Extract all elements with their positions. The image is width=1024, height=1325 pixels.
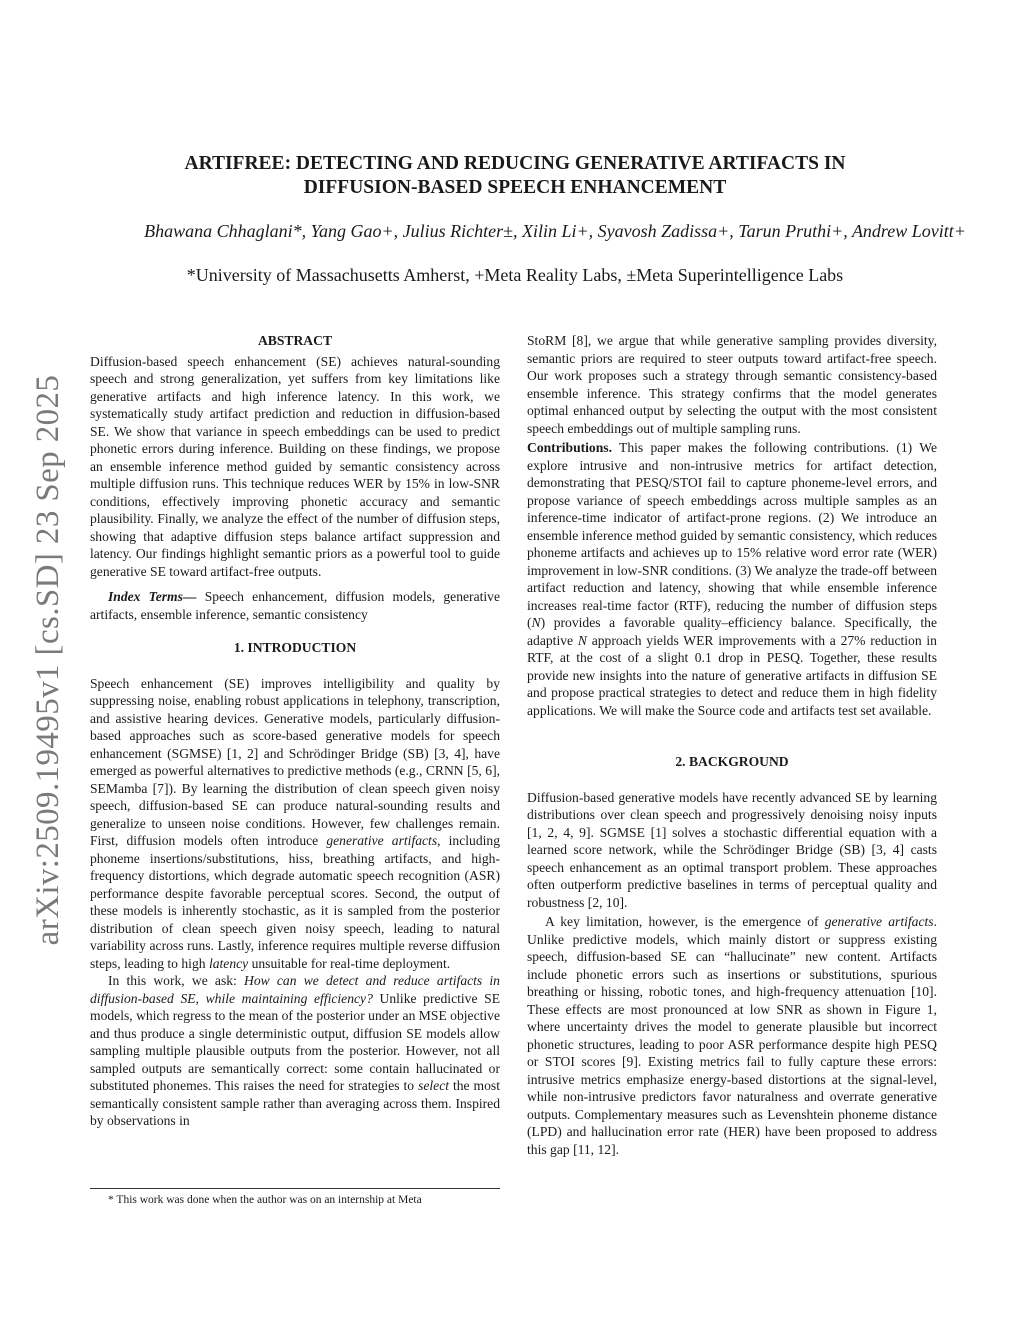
contributions-symbol-n: N [531, 615, 541, 630]
intro-p2-research-question: How can we detect and reduce artifacts in diffusion-based SE, while maintaining efficiency? [90, 973, 500, 1006]
background-p2-text-b: . Unlike predictive models, which mainly distort or suppress existing speech, diffusion-based SE can “hallucinate” new content. Artifacts include phonetic errors such as insertions or substitutions, spurious breathing or hissing, robotic tones, and high-frequency attenuation [10]. These effects are most pronounced at low SNR as shown in Figure 1, where uncertainty drives the model to generate plausible but incorrect phonetic structures, leading to poor ASR performance despite high PESQ or STOI scores [9]. Existing metrics fail to fully capture these errors: intrusive metrics emphasize energy-based distortions at the signal-level, while non-intrusive predictors favor naturalness and overrate generative outputs. Complementary measures such as Levenshtein phoneme distance (LPD) and hallucination error rate (HER) have been proposed to address this gap [11, 12]. [527, 914, 937, 1157]
index-terms-label: Index Terms— [108, 589, 197, 604]
footnote-text: * This work was done when the author was on an internship at Meta [108, 1194, 422, 1206]
intro-p1-text-c: unsuitable for real-time deployment. [248, 955, 451, 971]
contributions-paragraph [527, 439, 937, 719]
intro-p1-text-a: Speech enhancement (SE) improves intelligibility and quality by suppressing noise, enabling robust applications in telephony, transcription, and assistive hearing devices. Generative models, particularly diffusion-based approaches such as score-based generative models for speech enhancement (SGMSE) [1, 2] and Schrödinger Bridge (SB) [3, 4], have emerged as powerful alternatives to predictive methods (e.g., CRNN [5, 6], SEMamba [7]). By learning the distribution of clean speech given noisy speech, diffusion-based SE can produce natural-sounding results and generalize to unseen noise conditions. However, few challenges remain. First, diffusion models often introduce [90, 675, 500, 848]
contributions-symbol-n-adaptive: N [577, 632, 587, 648]
intro-p2-text-c: the most semantically consistent sample rather than averaging across them. Inspired by observations in [90, 1078, 500, 1128]
intro-p2-text-b: Unlike predictive SE models, which regress to the mean of the posterior under an MSE objective and thus produce a single deterministic output, diffusion SE models allow sampling multiple plausible outputs from the posterior. However, not all sampled outputs are semantically correct: some contain hallucinated or substituted phonemes. This raises the need for strategies to [90, 990, 500, 1093]
index-terms [90, 588, 500, 623]
intro-p2-text-a: In this work, we ask: [108, 973, 245, 988]
footnote [90, 1188, 500, 1207]
abstract-heading: ABSTRACT [257, 333, 333, 348]
contributions-text-b: ) provides a favorable quality–efficiency balance. Specifically, the adaptive [527, 615, 937, 648]
intro-continuation: StoRM [8], we argue that while generative sampling provides diversity, semantic priors are required to steer outputs toward artifact-free speech. Our work proposes such a strategy through semantic consistency-based ensemble inference. This strategy confirms that the model generates optimal enhanced output by selecting the output with the most consistent speech embeddings out of multiple sampling runs. [527, 333, 937, 436]
affiliations: *University of Massachusetts Amherst, +Meta Reality Labs, ±Meta Superintelligence Labs [186, 265, 844, 285]
abstract-text: Diffusion-based speech enhancement (SE) achieves natural-sounding speech and strong generalization, yet suffers from key limitations like generative artifacts and high inference latency. In this work, we systematically study artifact prediction and reduction in diffusion-based SE. We show that variance in speech embeddings can be used to predict phonetic errors during inference. Building on these findings, we propose an ensemble inference method guided by semantic consistency across multiple diffusion runs. This technique reduces WER by 15% in low-SNR conditions, effectively improving phonetic accuracy and semantic plausibility. Finally, we analyze the effect of the number of diffusion steps, showing that adaptive diffusion steps balance artifact suppression and latency. Our findings highlight semantic priors as a powerful tool to guide generative SE toward artifact-free outputs. [90, 353, 500, 579]
background-paragraph-2 [527, 913, 937, 1158]
intro-p1-emphasis-latency: latency [208, 955, 249, 971]
background-heading: 2. BACKGROUND [675, 754, 789, 769]
right-column [527, 332, 937, 1158]
author-list: Bhawana Chhaglani*, Yang Gao+, Julius Richter±, Xilin Li+, Syavosh Zadissa+, Tarun Pruthi+, Andrew Lovitt+ [144, 221, 966, 241]
intro-paragraph-1 [90, 675, 500, 973]
background-p2-emphasis: generative artifacts [824, 914, 934, 929]
left-column [90, 332, 500, 1130]
contributions-text-a: This paper makes the following contributions. (1) We explore intrusive and non-intrusive metrics for artifact detection, demonstrating that PESQ/STOI fail to capture phoneme-level errors, and propose variance of speech embeddings across multiple samples as an inference-time indicator of artifact-prone regions. (2) We introduce an ensemble inference method guided by semantic consistency, which reduces phoneme artifacts and achieves up to 15% relative word error rate (WER) improvement in low-SNR conditions. (3) We analyze the trade-off between artifact reduction and latency, showing that while ensemble inference increases real-time factor (RTF), reducing the number of diffusion steps ( [527, 440, 937, 630]
contributions-label: Contributions. [527, 440, 612, 455]
arxiv-identifier[interactable]: arXiv:2509.19495v1 [cs.SD] 23 Sep 2025 [30, 374, 66, 946]
paper-title-line-1: ARTIFREE: DETECTING AND REDUCING GENERATIVE ARTIFACTS IN [184, 153, 846, 174]
paper-title-line-2: DIFFUSION-BASED SPEECH ENHANCEMENT [303, 177, 727, 198]
intro-p2-emphasis-select: select [418, 1078, 450, 1093]
paper-title [120, 152, 910, 200]
intro-p1-emphasis-generative-artifacts: generative artifacts [326, 833, 438, 848]
intro-p1-text-b: , including phoneme insertions/substitutions, hiss, breathing artifacts, and high-frequency distortions, which degrade automatic speech recognition (ASR) performance despite favorable perceptual scores. Second, the output of these models is inherently stochastic, as it is sampled from the posterior distribution of clean speech given noisy speech, leading to natural variability across runs. Lastly, inference requires multiple reverse diffusion steps, leading to high [90, 833, 500, 971]
intro-paragraph-2 [90, 972, 500, 1130]
background-paragraph-1: Diffusion-based generative models have recently advanced SE by learning distributions over clean speech and progressively denoising noisy inputs [1, 2, 4, 9]. SGMSE [1] solves a stochastic differential equation with a learned score network, while the Schrödinger Bridge (SB) [3, 4] casts speech enhancement as an optimal transport problem. These approaches often outperform predictive baselines in terms of perceptual quality and robustness [2, 10]. [527, 789, 937, 910]
index-terms-list: Speech enhancement, diffusion models, generative artifacts, ensemble inference, semantic consistency [90, 589, 500, 622]
introduction-heading: 1. INTRODUCTION [233, 640, 357, 655]
background-p2-text-a: A key limitation, however, is the emergence of [545, 914, 825, 929]
contributions-text-c: approach yields WER improvements with a 27% reduction in RTF, at the cost of a slight 0.1 drop in PESQ. Together, these results provide new insights into the nature of generative artifacts in diffusion SE and propose practical strategies to detect and reduce them in high fidelity applications. We will make the Source code and artifacts test set available. [527, 632, 937, 718]
